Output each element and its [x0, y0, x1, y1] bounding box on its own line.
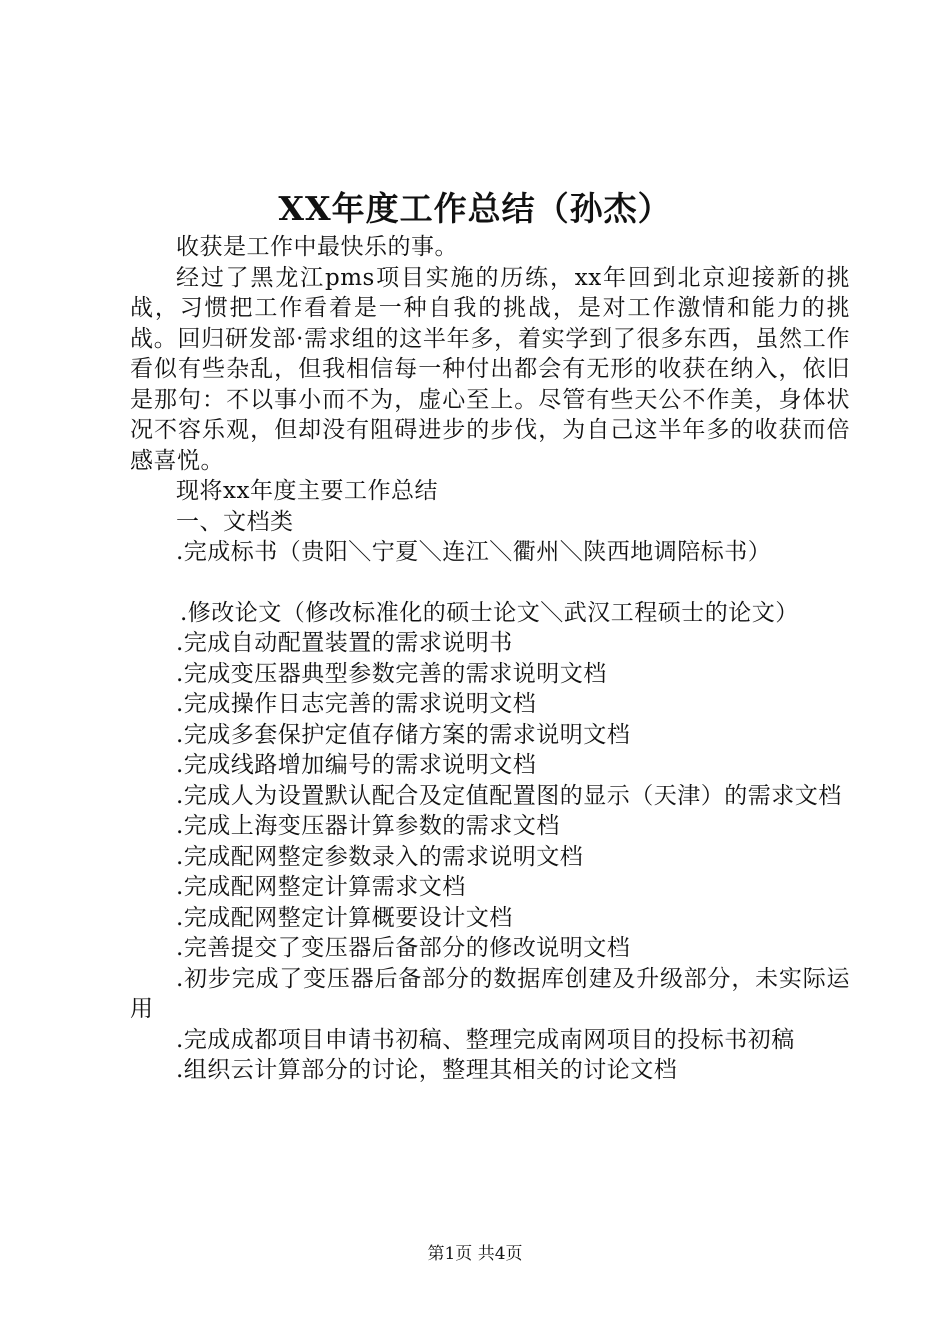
list-item: .完成变压器典型参数完善的需求说明文档	[176, 660, 607, 687]
list-item: .完成配网整定计算概要设计文档	[176, 904, 513, 931]
paragraph-intro: 收获是工作中最快乐的事。	[176, 234, 458, 260]
list-item: .完成自动配置装置的需求说明书	[176, 630, 513, 656]
page-footer: 第1页 共4页	[427, 1244, 523, 1264]
list-item: .完成成都项目申请书初稿、整理完成南网项目的投标书初稿	[176, 1026, 795, 1053]
list-item: .完成上海变压器计算参数的需求文档	[176, 813, 560, 839]
list-item: .组织云计算部分的讨论，整理其相关的讨论文档	[176, 1057, 678, 1083]
paragraph-summary-heading: 现将xx年度主要工作总结	[176, 478, 438, 504]
blank-line	[130, 568, 850, 598]
list-item: .完成配网整定参数录入的需求说明文档	[176, 843, 584, 870]
list-item: .完成标书（贵阳＼宁夏＼连江＼衢州＼陕西地调陪标书）	[176, 539, 772, 565]
document-body	[130, 232, 850, 1086]
paragraph-main: 经过了黑龙江pms项目实施的历练，xx年回到北京迎接新的挑战，习惯把工作看着是一种自我的挑战，是对工作激情和能力的挑战。回归研发部·需求组的这半年多，着实学到了很多东西，虽然工作看似有些杂乱，但我相信每一种付出都会有无形的收获在纳入，依旧是那句：不以事小而不为，虚心至上。尽管有些天公不作美，身体状况不容乐观，但却没有阻碍进步的步伐，为自己这半年多的收获而倍感喜悦。	[130, 264, 850, 474]
section-heading-documents: 一、文档类	[176, 508, 294, 535]
list-item: .完成操作日志完善的需求说明文档	[176, 691, 537, 717]
list-item: .修改论文（修改标准化的硕士论文＼武汉工程硕士的论文）	[180, 599, 799, 626]
list-item: .完成多套保护定值存储方案的需求说明文档	[176, 721, 631, 748]
list-item: .完善提交了变压器后备部分的修改说明文档	[176, 935, 631, 961]
list-item: .初步完成了变压器后备部分的数据库创建及升级部分，未实际运用	[130, 965, 850, 1022]
list-item: .完成人为设置默认配合及定值配置图的显示（天津）的需求文档	[176, 782, 842, 809]
list-item: .完成配网整定计算需求文档	[176, 874, 466, 900]
list-item: .完成线路增加编号的需求说明文档	[176, 752, 537, 778]
document-title: XX年度工作总结（孙杰）	[278, 189, 672, 228]
